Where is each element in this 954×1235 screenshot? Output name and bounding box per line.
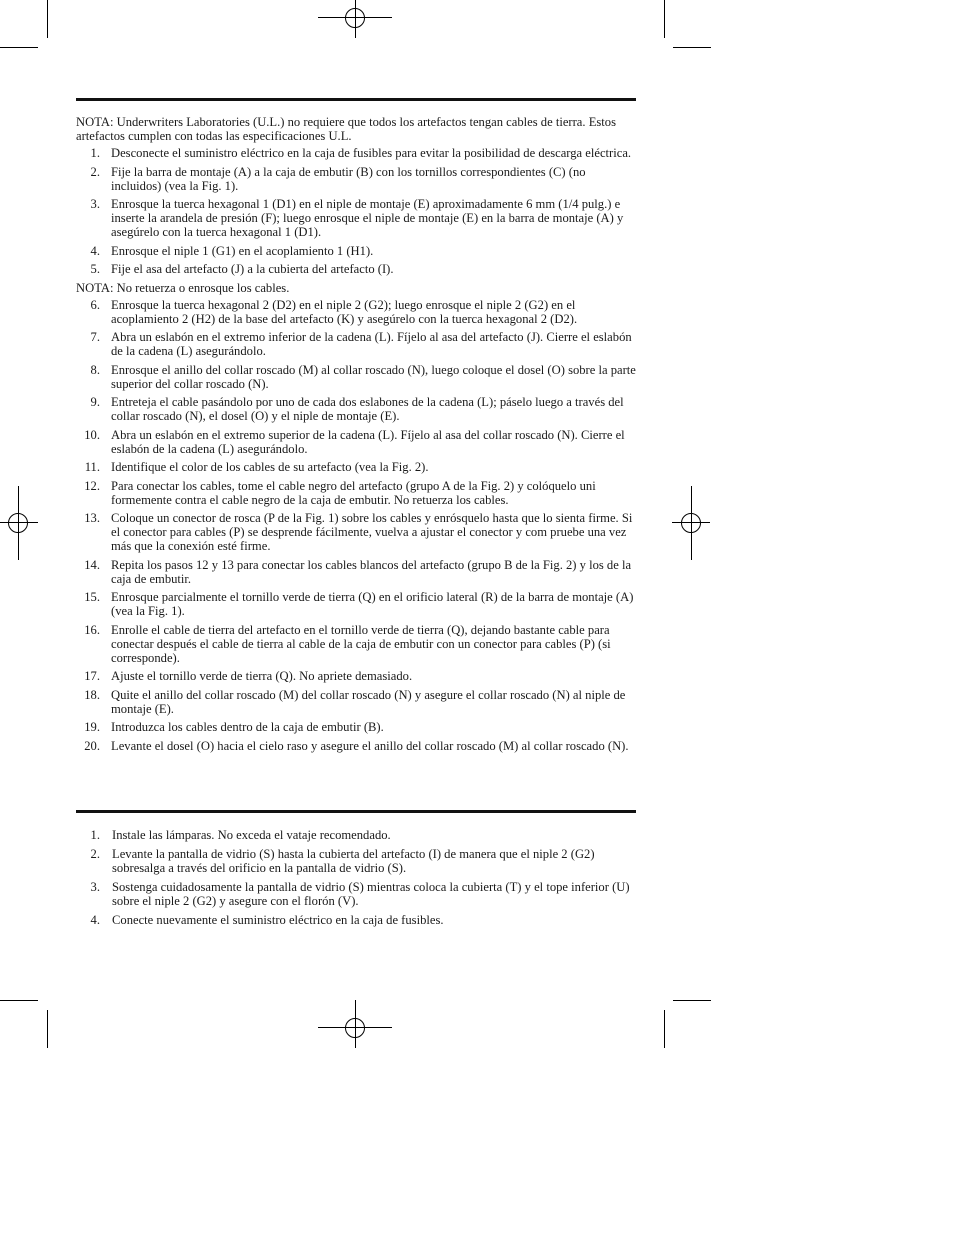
step-text: Enrosque la tuerca hexagonal 1 (D1) en el niple de montaje (E) aproximadamente 6 mm (1/4 pulg.) e inserte la arandela de presión (F); luego enrosque el niple de montaje (E) en la barra de montaje (A) y asegúrelo con la tuerca hexagonal 1 (D1). (111, 197, 624, 239)
step-number: 1. (90, 146, 100, 160)
step-number: 3. (90, 197, 100, 211)
list-item (76, 262, 636, 276)
step-text: Levante el dosel (O) hacia el cielo raso y asegure el anillo del collar roscado (M) al collar roscado (N). (111, 738, 629, 753)
step-text: Abra un eslabón en el extremo superior de la cadena (L). Fíjelo al asa del collar roscado (N). Cierre el eslabón de la cadena (L) asegurándolo. (111, 427, 625, 456)
step-number: 17. (84, 669, 100, 683)
steps-list-b (76, 298, 636, 753)
list-item (76, 363, 636, 391)
list-item (76, 669, 636, 683)
step-text: Desconecte el suministro eléctrico en la caja de fusibles para evitar la posibilidad de descarga eléctrica. (111, 146, 632, 160)
step-number: 1. (90, 828, 100, 842)
step-number: 11. (84, 460, 100, 474)
step-text: Conecte nuevamente el suministro eléctrico en la caja de fusibles. (112, 913, 444, 927)
list-item (76, 623, 636, 665)
step-text: Sostenga cuidadosamente la pantalla de vidrio (S) mientras coloca la cubierta (T) y el tope inferior (U) sobre el niple 2 (G2) y asegure con el florón (V). (112, 880, 630, 908)
list-item (76, 330, 636, 358)
step-text: Coloque un conector de rosca (P de la Fig. 1) sobre los cables y enrósquelo hasta que lo sienta firme. Si el conector para cables (P) se desprende fácilmente, vuelva a ajustar el conector y com pruebe una vez más que la conexión esté firme. (111, 511, 633, 553)
step-number: 12. (84, 478, 100, 493)
list-item (76, 395, 636, 423)
note-middle: NOTA: No retuerza o enrosque los cables. (76, 280, 290, 295)
step-number: 2. (90, 164, 100, 179)
step-number: 4. (90, 913, 100, 927)
list-item (76, 165, 636, 193)
list-item (76, 197, 636, 239)
list-item (76, 558, 636, 586)
step-text: Introduzca los cables dentro de la caja de embutir (B). (111, 720, 384, 734)
step-text: Identifique el color de los cables de su artefacto (vea la Fig. 2). (111, 460, 429, 474)
list-item (76, 146, 636, 160)
note-intro: NOTA: Underwriters Laboratories (U.L.) no requiere que todos los artefactos tengan cables de tierra. Estos artefactos cumplen con todas las especificaciones U.L. (76, 115, 616, 143)
list-item (76, 590, 636, 618)
step-number: 4. (90, 243, 100, 258)
step-text: Levante la pantalla de vidrio (S) hasta la cubierta del artefacto (I) de manera que el niple 2 (G2) sobresalga a través del orificio en la pantalla de vidrio (S). (112, 847, 595, 875)
step-text: Repita los pasos 12 y 13 para conectar los cables blancos del artefacto (grupo B de la Fig. 2) y los de la caja de embutir. (111, 557, 632, 586)
list-item (76, 688, 636, 716)
step-number: 14. (84, 557, 100, 572)
finishing-steps-section (76, 828, 636, 932)
step-number: 20. (84, 738, 100, 753)
steps-list-a (76, 146, 636, 276)
step-text: Entreteja el cable pasándolo por uno de cada dos eslabones de la cadena (L); páselo luego a través del collar roscado (N), el dosel (O) y el niple de montaje (E). (111, 395, 624, 423)
list-item (76, 847, 636, 875)
step-number: 13. (84, 511, 100, 525)
step-number: 10. (84, 427, 100, 442)
step-text: Enrolle el cable de tierra del artefacto en el tornillo verde de tierra (Q), dejando bastante cable para conectar después el cable de tierra al cable de la caja de embutir con un conector para cables (P) (si corresponde). (111, 622, 611, 665)
list-item (76, 511, 636, 553)
step-text: Quite el anillo del collar roscado (M) del collar roscado (N) y asegure el collar roscado (N) al niple de montaje (E). (111, 687, 626, 716)
step-number: 18. (84, 687, 100, 702)
step-number: 8. (90, 362, 100, 377)
step-text: Enrosque el niple 1 (G1) en el acoplamiento 1 (H1). (111, 243, 374, 258)
list-item (76, 428, 636, 456)
section-rule-top (76, 98, 636, 101)
step-text: Fije la barra de montaje (A) a la caja de embutir (B) con los tornillos correspondientes (C) (no incluidos) (vea la Fig. 1). (111, 164, 586, 193)
step-number: 2. (90, 847, 100, 861)
list-item (76, 298, 636, 326)
step-number: 9. (90, 395, 100, 409)
step-number: 5. (90, 262, 100, 276)
step-text: Fije el asa del artefacto (J) a la cubierta del artefacto (I). (111, 262, 394, 276)
step-number: 3. (90, 880, 100, 894)
step-number: 16. (84, 622, 100, 637)
step-text: Abra un eslabón en el extremo inferior de la cadena (L). Fíjelo al asa del artefacto (J). Cierre el eslabón de la cadena (L) asegurándolo. (111, 330, 632, 358)
step-text: Para conectar los cables, tome el cable negro del artefacto (grupo A de la Fig. 2) y colóquelo uni formemente contra el cable negro de la caja de embutir. No retuerza los cables. (111, 478, 596, 507)
list-item (76, 460, 636, 474)
step-number: 15. (84, 590, 100, 604)
step-text: Instale las lámparas. No exceda el vataje recomendado. (112, 828, 391, 842)
step-text: Enrosque la tuerca hexagonal 2 (D2) en el niple 2 (G2); luego enrosque el niple 2 (G2) en el acoplamiento 2 (H2) de la base del artefacto (K) y asegúrelo con la tuerca hexagonal 2 (D2). (111, 297, 578, 326)
steps-list-c (76, 828, 636, 927)
list-item (76, 880, 636, 908)
step-text: Enrosque el anillo del collar roscado (M) al collar roscado (N), luego coloque el dosel (O) sobre la parte superior del collar roscado (N). (111, 362, 636, 391)
list-item (76, 913, 636, 927)
step-number: 7. (90, 330, 100, 344)
step-text: Enrosque parcialmente el tornillo verde de tierra (Q) en el orificio lateral (R) de la barra de montaje (A) (vea la Fig. 1). (111, 590, 634, 618)
list-item (76, 720, 636, 734)
list-item (76, 828, 636, 842)
step-text: Ajuste el tornillo verde de tierra (Q). No apriete demasiado. (111, 669, 413, 683)
step-number: 6. (90, 297, 100, 312)
list-item (76, 244, 636, 258)
list-item (76, 739, 636, 753)
section-rule-bottom (76, 810, 636, 813)
step-number: 19. (84, 720, 100, 734)
installation-steps-section (76, 115, 636, 757)
list-item (76, 479, 636, 507)
